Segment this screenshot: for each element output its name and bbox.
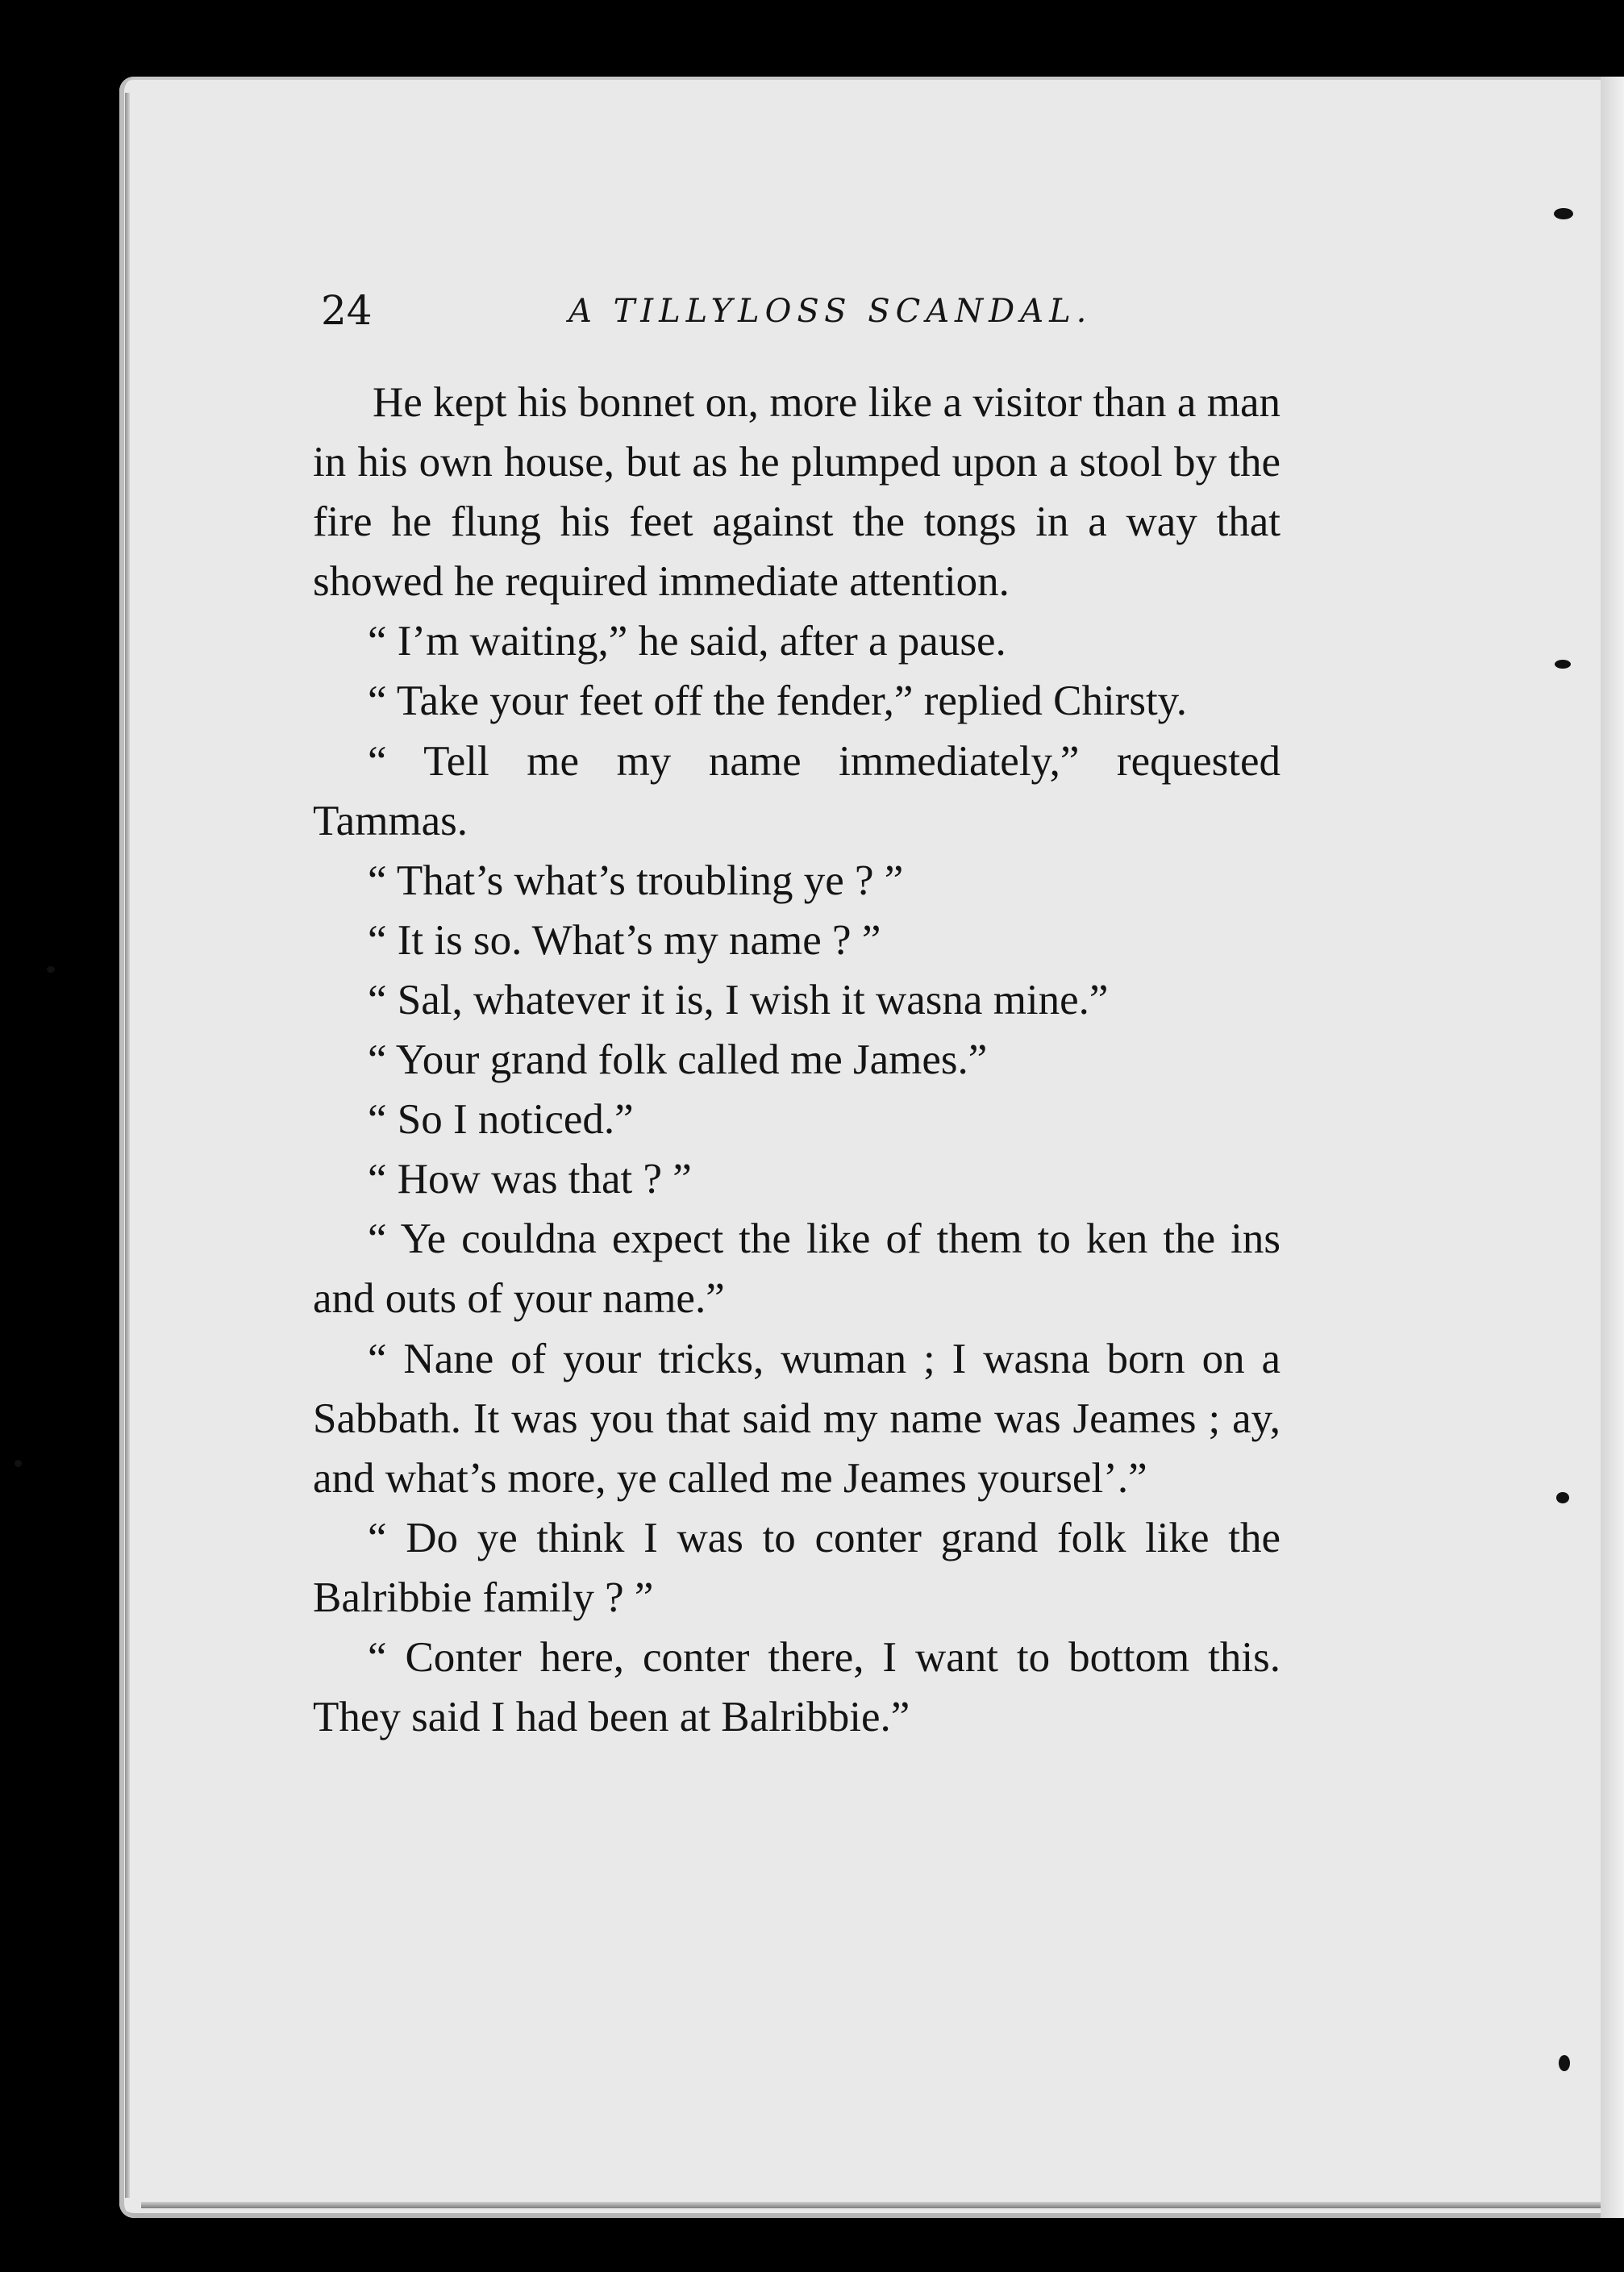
page-right-gutter xyxy=(1601,77,1624,2218)
paragraph: “ Conter here, conter there, I want to bottom this. They said I had been at Balribbie.” xyxy=(313,1633,1280,1741)
paragraph: “ Your grand folk called me James.” xyxy=(368,1036,988,1084)
paragraph: “ Sal, whatever it is, I wish it wasna mine.” xyxy=(368,976,1109,1023)
scan-speck xyxy=(1555,660,1571,669)
paragraph: “ How was that ? ” xyxy=(368,1156,692,1203)
paragraph: “ Ye couldna expect the like of them to ken the ins and outs of your name.” xyxy=(313,1215,1280,1323)
paragraph: “ That’s what’s troubling ye ? ” xyxy=(368,857,904,904)
page-bottom-edge xyxy=(141,2202,1624,2208)
body-text xyxy=(313,373,1280,1747)
paragraph: “ Nane of your tricks, wuman ; I wasna born on a Sabbath. It was you that said my name was Jeames ; ay, and what’s more, ye called me Jeames yoursel’.” xyxy=(313,1335,1280,1502)
page-left-edge xyxy=(125,93,130,2198)
scan-speck xyxy=(15,1460,22,1467)
page-number: 24 xyxy=(321,287,373,334)
running-title: A TILLYLOSS SCANDAL. xyxy=(568,293,1093,330)
paragraph: He kept his bonnet on, more like a visitor than a man in his own house, but as he plumped upon a stool by the fire he flung his feet against the tongs in a way that showed he required immediate attention. xyxy=(313,379,1280,606)
paragraph: “ Tell me my name immediately,” requested Tammas. xyxy=(313,737,1280,844)
paragraph: “ I’m waiting,” he said, after a pause. xyxy=(368,618,1006,665)
scan-speck xyxy=(1554,208,1573,219)
page-header xyxy=(321,286,1305,335)
scan-speck xyxy=(1559,2055,1570,2071)
paragraph: “ Do ye think I was to conter grand folk like the Balribbie family ? ” xyxy=(313,1514,1280,1621)
scan-speck xyxy=(47,966,55,973)
paragraph: “ Take your feet off the fender,” replied Chirsty. xyxy=(368,677,1187,725)
paragraph: “ So I noticed.” xyxy=(368,1096,634,1144)
scan-speck xyxy=(1556,1492,1569,1503)
paragraph: “ It is so. What’s my name ? ” xyxy=(368,916,881,964)
